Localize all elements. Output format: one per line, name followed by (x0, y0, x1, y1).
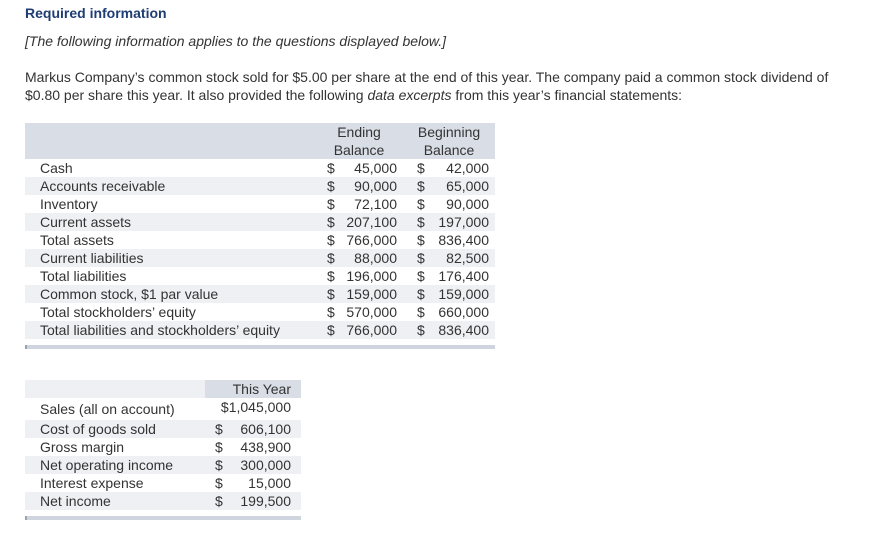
amount: 45,000 (354, 160, 397, 176)
row-label: Common stock, $1 par value (25, 285, 315, 303)
currency-symbol: $ (215, 475, 223, 491)
beginning-value (403, 267, 495, 285)
amount: 766,000 (346, 232, 397, 248)
currency-symbol: $ (215, 421, 223, 437)
amount: 660,000 (438, 304, 489, 320)
amount: 570,000 (346, 304, 397, 320)
ending-value (315, 213, 403, 231)
currency-symbol: $ (327, 214, 335, 230)
income-row (25, 474, 301, 492)
amount: 438,900 (240, 439, 291, 455)
amount: 197,000 (438, 214, 489, 230)
beginning-value (403, 231, 495, 249)
income-row (25, 438, 301, 456)
amount: 836,400 (438, 232, 489, 248)
beginning-value (403, 321, 495, 339)
beginning-value (403, 249, 495, 267)
amount: 42,000 (446, 160, 489, 176)
required-information-title: Required information (25, 5, 167, 21)
currency-symbol: $ (417, 160, 425, 176)
amount: 90,000 (354, 178, 397, 194)
col-this-year: This Year (205, 380, 301, 398)
balance-row (25, 159, 495, 177)
amount: 606,100 (240, 421, 291, 437)
row-label: Total assets (40, 232, 114, 248)
income-header-blank (25, 380, 205, 398)
row-label: Cost of goods sold (25, 420, 205, 438)
row-label: Current liabilities (25, 249, 315, 267)
currency-symbol: $ (327, 160, 335, 176)
ending-value (315, 267, 403, 285)
currency-symbol: $ (327, 250, 335, 266)
amount: 176,400 (438, 268, 489, 284)
currency-symbol: $ (417, 178, 425, 194)
amount: 72,100 (354, 196, 397, 212)
currency-symbol: $ (327, 178, 335, 194)
row-label: Cash (40, 160, 73, 176)
currency-symbol: $ (417, 322, 425, 338)
amount: 836,400 (438, 322, 489, 338)
income-row (25, 456, 301, 474)
balance-row (25, 213, 495, 231)
balance-sheet-table (25, 123, 495, 339)
ending-value (315, 231, 403, 249)
amount: $1,045,000 (220, 399, 291, 415)
amount: 196,000 (346, 268, 397, 284)
currency-symbol: $ (417, 304, 425, 320)
amount: 88,000 (354, 250, 397, 266)
table-bottom-rule (25, 516, 301, 520)
col-ending-line2: Balance (333, 142, 385, 158)
row-label: Net operating income (25, 456, 205, 474)
currency-symbol: $ (327, 286, 335, 302)
currency-symbol: $ (327, 232, 335, 248)
currency-symbol: $ (327, 322, 335, 338)
amount: 15,000 (248, 475, 291, 491)
balance-header-row (25, 123, 495, 159)
row-label: Sales (all on account) (40, 401, 175, 417)
col-beginning-line1: Beginning (417, 124, 481, 140)
balance-row (25, 285, 495, 303)
currency-symbol: $ (215, 439, 223, 455)
row-label: Total liabilities (40, 268, 127, 284)
this-year-value (205, 474, 301, 492)
row-label: Total liabilities and stockholders’ equity (25, 321, 315, 339)
intro-text-2: from this year’s financial statements: (451, 87, 683, 103)
balance-header-blank (25, 123, 315, 159)
currency-symbol: $ (417, 196, 425, 212)
currency-symbol: $ (215, 457, 223, 473)
this-year-value (205, 456, 301, 474)
beginning-value (403, 303, 495, 321)
balance-row (25, 231, 495, 249)
ending-value (315, 249, 403, 267)
beginning-value (403, 213, 495, 231)
row-label: Accounts receivable (25, 177, 315, 195)
income-header-row (25, 380, 301, 398)
col-ending-line1: Ending (337, 124, 381, 140)
amount: 300,000 (240, 457, 291, 473)
amount: 82,500 (446, 250, 489, 266)
income-row (25, 420, 301, 438)
col-beginning-line2: Balance (423, 142, 475, 158)
balance-sheet-table-container (25, 123, 495, 349)
problem-statement (25, 68, 865, 104)
ending-value (315, 177, 403, 195)
beginning-value (403, 159, 495, 177)
currency-symbol: $ (327, 304, 335, 320)
amount: 159,000 (438, 286, 489, 302)
row-label: Interest expense (40, 475, 144, 491)
currency-symbol: $ (327, 268, 335, 284)
row-label: Net income (25, 492, 205, 510)
amount: 90,000 (446, 196, 489, 212)
intro-emphasis: data excerpts (367, 87, 452, 103)
balance-row (25, 321, 495, 339)
row-label: Gross margin (40, 439, 125, 455)
currency-symbol: $ (417, 232, 425, 248)
currency-symbol: $ (215, 493, 223, 509)
row-label: Total stockholders’ equity (40, 304, 196, 320)
currency-symbol: $ (417, 268, 425, 284)
amount: 199,500 (240, 493, 291, 509)
amount: 65,000 (446, 178, 489, 194)
row-label: Current assets (25, 213, 315, 231)
amount: 207,100 (346, 214, 397, 230)
currency-symbol: $ (417, 214, 425, 230)
income-statement-table (25, 380, 301, 510)
beginning-value (403, 177, 495, 195)
this-year-value (205, 420, 301, 438)
ending-value (315, 195, 403, 213)
table-bottom-rule (25, 345, 495, 349)
this-year-value (205, 438, 301, 456)
balance-row (25, 303, 495, 321)
balance-row (25, 177, 495, 195)
col-beginning-balance (403, 123, 495, 159)
this-year-value (205, 492, 301, 510)
amount: 766,000 (346, 322, 397, 338)
ending-value (315, 285, 403, 303)
currency-symbol: $ (327, 196, 335, 212)
beginning-value (403, 195, 495, 213)
income-row (25, 492, 301, 510)
col-ending-balance (315, 123, 403, 159)
beginning-value (403, 285, 495, 303)
currency-symbol: $ (417, 250, 425, 266)
ending-value (315, 159, 403, 177)
currency-symbol: $ (417, 286, 425, 302)
this-year-value (205, 398, 301, 420)
balance-row (25, 195, 495, 213)
instruction-note: [The following information applies to the questions displayed below.] (25, 33, 447, 49)
income-statement-table-container (25, 380, 301, 520)
ending-value (315, 321, 403, 339)
income-row (25, 398, 301, 420)
amount: 159,000 (346, 286, 397, 302)
balance-row (25, 267, 495, 285)
balance-row (25, 249, 495, 267)
intro-text-1: Markus Company’s common stock sold for $5.00 per share at the end of this year. The company paid a common stock dividend of $0.80 per share this year. It also provided the following (25, 69, 829, 103)
row-label: Inventory (40, 196, 98, 212)
ending-value (315, 303, 403, 321)
